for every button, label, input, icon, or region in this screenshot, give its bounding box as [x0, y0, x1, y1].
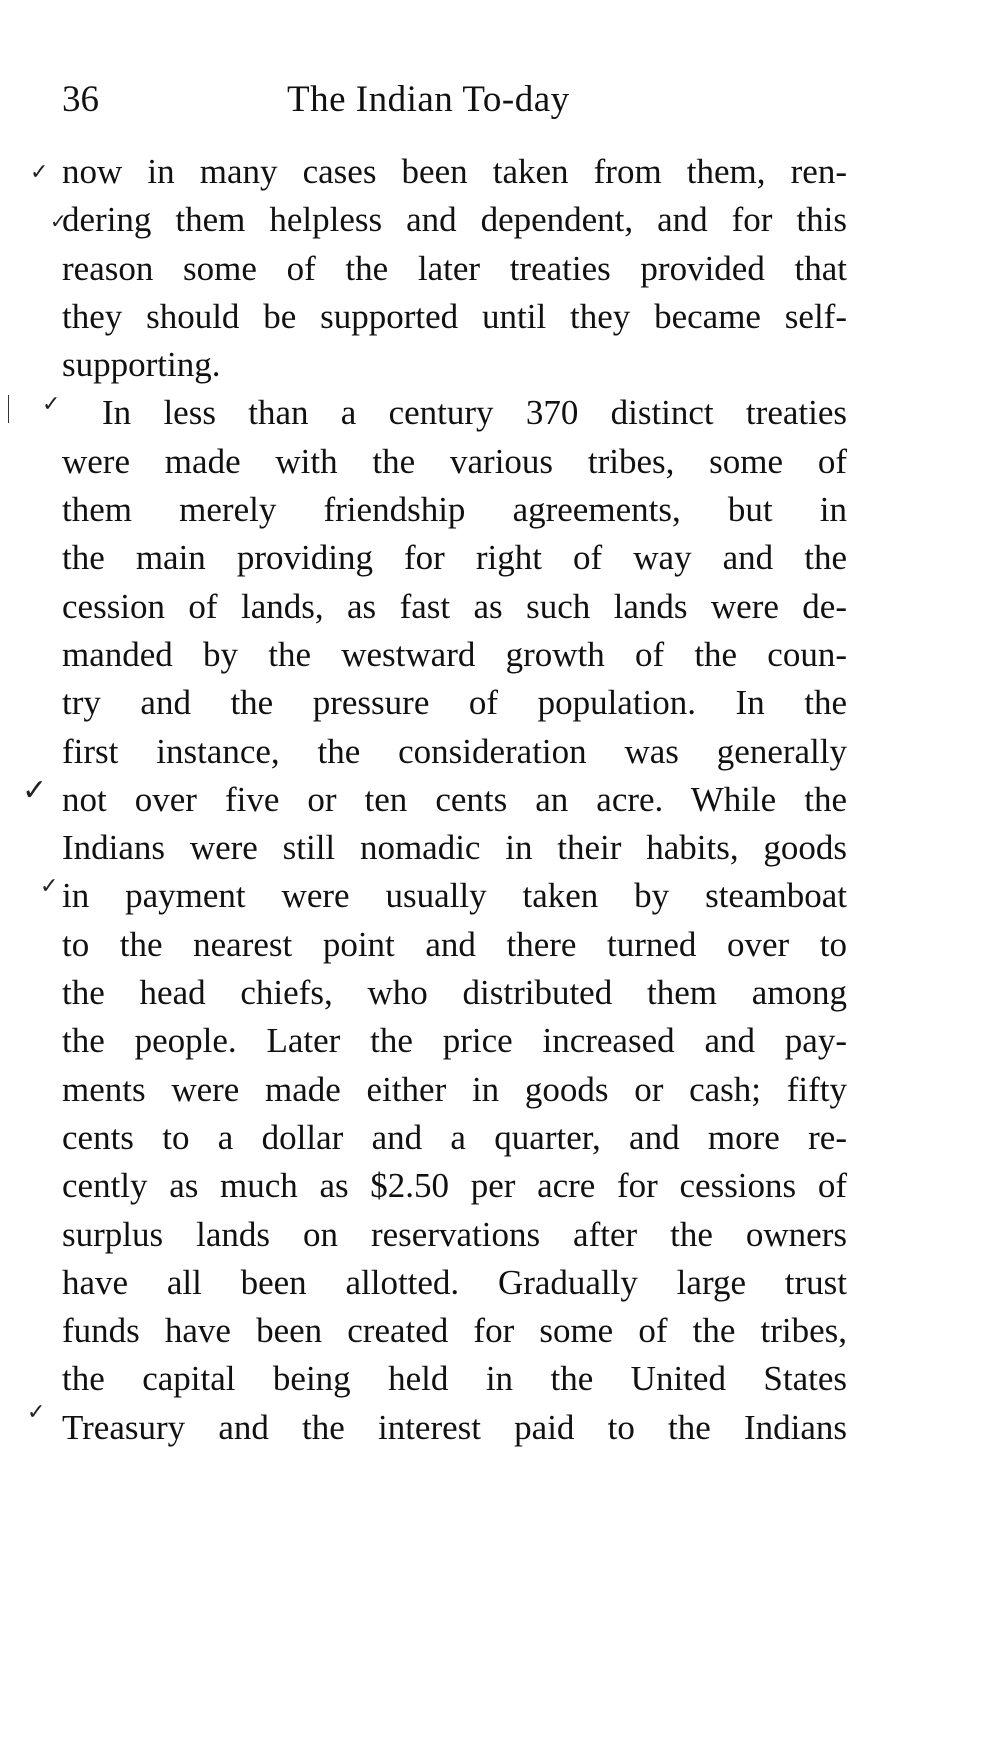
text-line: cession of lands, as fast as such lands were de-: [62, 586, 847, 626]
handwritten-check-mark: ✓: [50, 209, 67, 233]
text-line: supporting.: [62, 345, 221, 385]
text-line: have all been allotted. Gradually large trust: [62, 1262, 847, 1302]
text-line: the main providing for right of way and the: [62, 538, 847, 578]
text-line: were made with the various tribes, some of: [62, 441, 847, 481]
text-line: reason some of the later treaties provided that: [62, 248, 847, 288]
handwritten-check-mark: ✓: [27, 1400, 46, 1425]
margin-rule: [8, 395, 9, 423]
text-line: try and the pressure of population. In the: [62, 683, 847, 723]
text-line: manded by the westward growth of the coun-: [62, 634, 847, 674]
handwritten-check-mark: ✓: [22, 773, 48, 808]
text-line: Treasury and the interest paid to the Indians: [62, 1407, 847, 1447]
text-line: the head chiefs, who distributed them among: [62, 973, 847, 1013]
text-line: funds have been created for some of the tribes,: [62, 1311, 847, 1351]
page-number: 36: [62, 79, 99, 120]
handwritten-check-mark: ✓: [40, 874, 59, 899]
text-line: not over five or ten cents an acre. While the: [62, 779, 847, 819]
body-text: [62, 148, 847, 1452]
text-line: cently as much as $2.50 per acre for cessions of: [62, 1166, 847, 1206]
text-line: ments were made either in goods or cash; fifty: [62, 1069, 847, 1109]
text-line: the capital being held in the United States: [62, 1359, 847, 1399]
text-line: dering them helpless and dependent, and for this: [62, 200, 847, 240]
text-line: now in many cases been taken from them, ren-: [62, 152, 847, 191]
text-line: to the nearest point and there turned over to: [62, 924, 847, 964]
text-line: first instance, the consideration was generally: [62, 731, 847, 771]
handwritten-check-mark: ✓: [30, 160, 49, 185]
text-line: Indians were still nomadic in their habits, goods: [62, 828, 847, 868]
text-line: they should be supported until they became self-: [62, 296, 847, 336]
running-title: The Indian To-day: [287, 79, 570, 120]
text-line: them merely friendship agreements, but in: [62, 490, 847, 530]
text-line: the people. Later the price increased and pay-: [62, 1021, 847, 1061]
text-line: cents to a dollar and a quarter, and more re-: [62, 1117, 847, 1157]
paragraph-first-line: In less than a century 370 distinct treaties: [102, 393, 847, 433]
running-head: [62, 78, 847, 128]
handwritten-check-mark: ✓: [42, 392, 61, 417]
text-line: surplus lands on reservations after the owners: [62, 1214, 847, 1254]
text-line: in payment were usually taken by steamboat: [62, 876, 847, 916]
